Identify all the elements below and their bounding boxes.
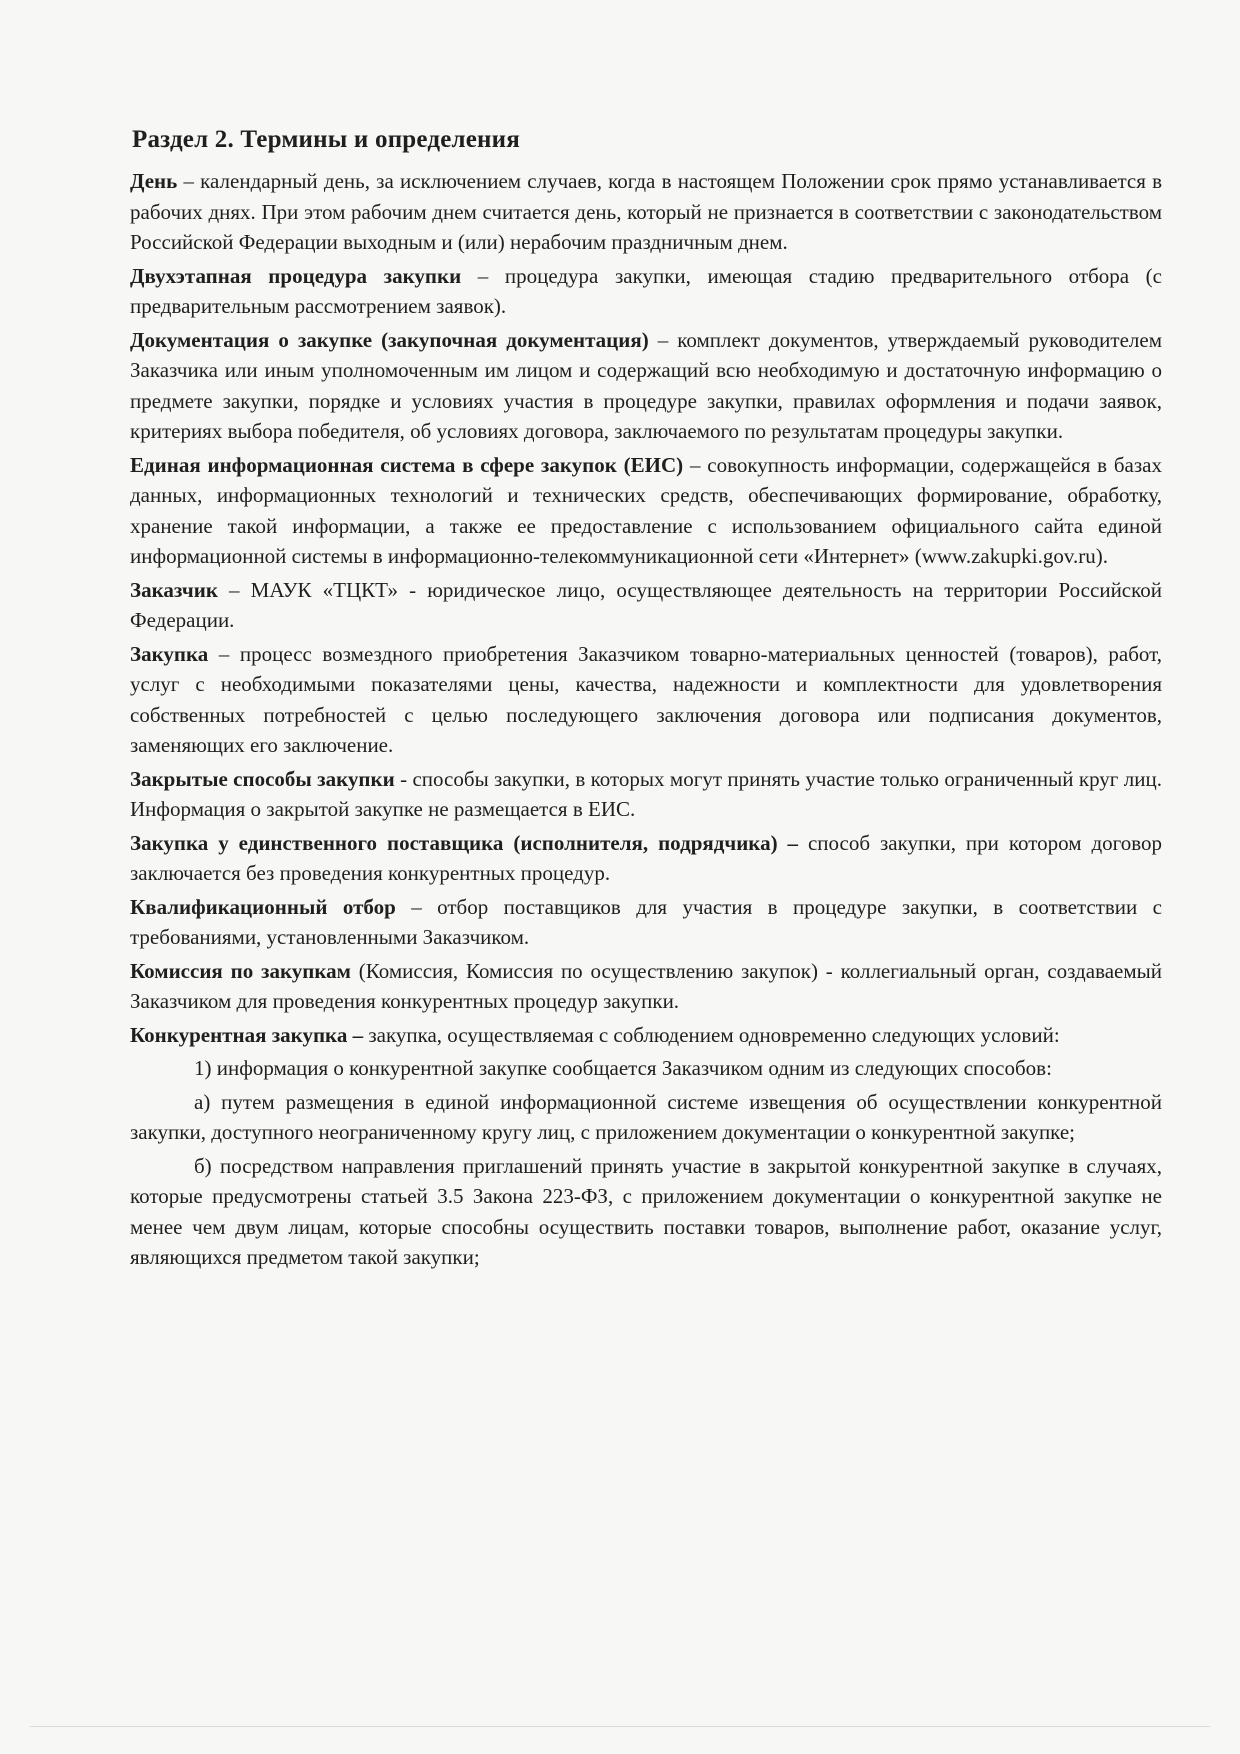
definition-qualification-selection — [130, 892, 1162, 953]
term: Конкурентная закупка – — [130, 1022, 364, 1047]
definition-text: способ закупки, при котором договор заключается без проведения конкурентных процедур. — [130, 830, 1162, 885]
document-page — [130, 126, 1162, 1276]
definition-closed-methods — [130, 764, 1162, 825]
definition-eis — [130, 450, 1162, 572]
term: День — [130, 169, 178, 193]
definition-customer — [130, 575, 1162, 636]
definition-text: (Комиссия, Комиссия по осуществлению закупок) - коллегиальный орган, создаваемый Заказчиком для проведения конкурентных процедур закупки. — [130, 958, 1162, 1013]
definition-text: – процедура закупки, имеющая стадию предварительного отбора (с предварительным рассмотрением заявок). — [130, 263, 1162, 318]
term: Комиссия по закупкам — [130, 958, 351, 983]
definition-procurement-commission — [130, 956, 1162, 1017]
term: Квалификационный отбор — [130, 894, 396, 919]
definition-text: – отбор поставщиков для участия в процедуре закупки, в соответствии с требованиями, установленными Заказчиком. — [130, 894, 1162, 949]
term: Двухэтапная процедура закупки — [130, 263, 462, 288]
scan-edge-line — [30, 1726, 1210, 1727]
definition-text: – календарный день, за исключением случаев, когда в настоящем Положении срок прямо устанавливается в рабочих днях. При этом рабочим днем считается день, который не признается в соответствии с законодательством Российской Федерации выходным и (или) нерабочим праздничным днем. — [130, 169, 1162, 254]
definition-text: – МАУК «ТЦКТ» - юридическое лицо, осуществляющее деятельность на территории Российской Федерации. — [130, 577, 1162, 632]
definition-procurement — [130, 639, 1162, 761]
definition-text: – процесс возмездного приобретения Заказчиком товарно-материальных ценностей (товаров), работ, услуг с необходимыми показателями цены, качества, надежности и комплектности для удовлетворения собственных потребностей с целью последующего заключения договора или подписания документов, заменяющих его заключение. — [130, 641, 1162, 757]
definition-two-stage-procedure — [130, 261, 1162, 322]
term: Закупка — [130, 641, 209, 666]
list-item: 1) информация о конкурентной закупке сообщается Заказчиком одним из следующих способов: — [194, 1056, 1052, 1080]
list-item: б) посредством направления приглашений принять участие в закрытой конкурентной закупке в случаях, которые предусмотрены статьей 3.5 Закона 223-ФЗ, с приложением документации о конкурентной закупке не менее чем двум лицам, которые способны осуществить поставки товаров, выполнение работ, оказание услуг, являющихся предметом такой закупки; — [130, 1153, 1162, 1269]
term: Заказчик — [130, 577, 218, 602]
definition-text: - способы закупки, в которых могут принять участие только ограниченный круг лиц. Информация о закрытой закупке не размещается в ЕИС. — [130, 766, 1162, 821]
list-item: а) путем размещения в единой информационной системе извещения об осуществлении конкурентной закупки, доступного неограниченному кругу лиц, с приложением документации о конкурентной закупке; — [130, 1089, 1162, 1144]
definition-text: закупка, осуществляемая с соблюдением одновременно следующих условий: — [363, 1022, 1060, 1047]
term: Единая информационная система в сфере закупок (ЕИС) — [130, 452, 684, 477]
term: Документация о закупке (закупочная документация) — [130, 327, 649, 352]
term: Закупка у единственного поставщика (исполнителя, подрядчика) – — [130, 830, 799, 855]
definition-competitive-procurement — [130, 1020, 1162, 1051]
section-heading: Раздел 2. Термины и определения — [132, 126, 520, 153]
definition-single-supplier — [130, 828, 1162, 889]
term: Закрытые способы закупки — [130, 766, 395, 791]
definition-text: – комплект документов, утверждаемый руководителем Заказчика или иным уполномоченным им лицом и содержащий всю необходимую и достаточную информацию о предмете закупки, порядке и условиях участия в процедуре закупки, правилах оформления и подачи заявок, критериях выбора победителя, об условиях договора, заключаемого по результатам процедуры закупки. — [130, 327, 1162, 443]
definition-text: – совокупность информации, содержащейся в базах данных, информационных технологий и технических средств, обеспечивающих формирование, обработку, хранение такой информации, а также ее предоставление с использованием официального сайта единой информационной системы в информационно-телекоммуникационной сети «Интернет» (www.zakupki.gov.ru). — [130, 452, 1162, 568]
definition-day — [130, 166, 1162, 258]
definition-procurement-documentation — [130, 325, 1162, 447]
